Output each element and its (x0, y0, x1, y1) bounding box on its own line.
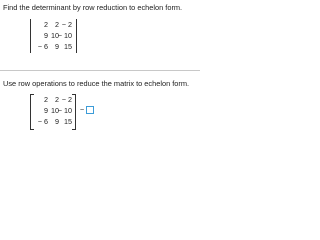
answer-input[interactable] (86, 106, 94, 114)
matrix-cell: 2 (44, 20, 48, 29)
section-divider (0, 70, 200, 71)
determinant-matrix (32, 20, 74, 52)
matrix-cell: − 6 (37, 42, 48, 51)
matrix-cell: − 6 (37, 117, 48, 126)
question-text: Find the determinant by row reduction to echelon form. (3, 3, 183, 12)
determinant-right-bar (76, 19, 77, 53)
matrix-cell: 2 (44, 95, 48, 104)
matrix-cell: 15 (64, 117, 72, 126)
instruction-text: Use row operations to reduce the matrix to echelon form. (3, 79, 190, 88)
matrix-cell: − 10 (57, 106, 72, 115)
reduction-matrix (32, 95, 74, 127)
determinant-left-bar (30, 19, 31, 53)
matrix-cell: 9 (55, 42, 59, 51)
matrix-cell: 2 (55, 95, 59, 104)
matrix-cell: − 2 (61, 95, 72, 104)
row-equivalence-sign: ~ (80, 105, 85, 114)
matrix-right-bracket (72, 94, 76, 130)
matrix-cell: 2 (55, 20, 59, 29)
matrix-cell: 15 (64, 42, 72, 51)
matrix-cell: 9 (44, 106, 48, 115)
matrix-cell: 10 (51, 106, 59, 115)
matrix-cell: 9 (44, 31, 48, 40)
matrix-cell: − 10 (57, 31, 72, 40)
matrix-cell: 9 (55, 117, 59, 126)
matrix-cell: 10 (51, 31, 59, 40)
matrix-cell: − 2 (61, 20, 72, 29)
